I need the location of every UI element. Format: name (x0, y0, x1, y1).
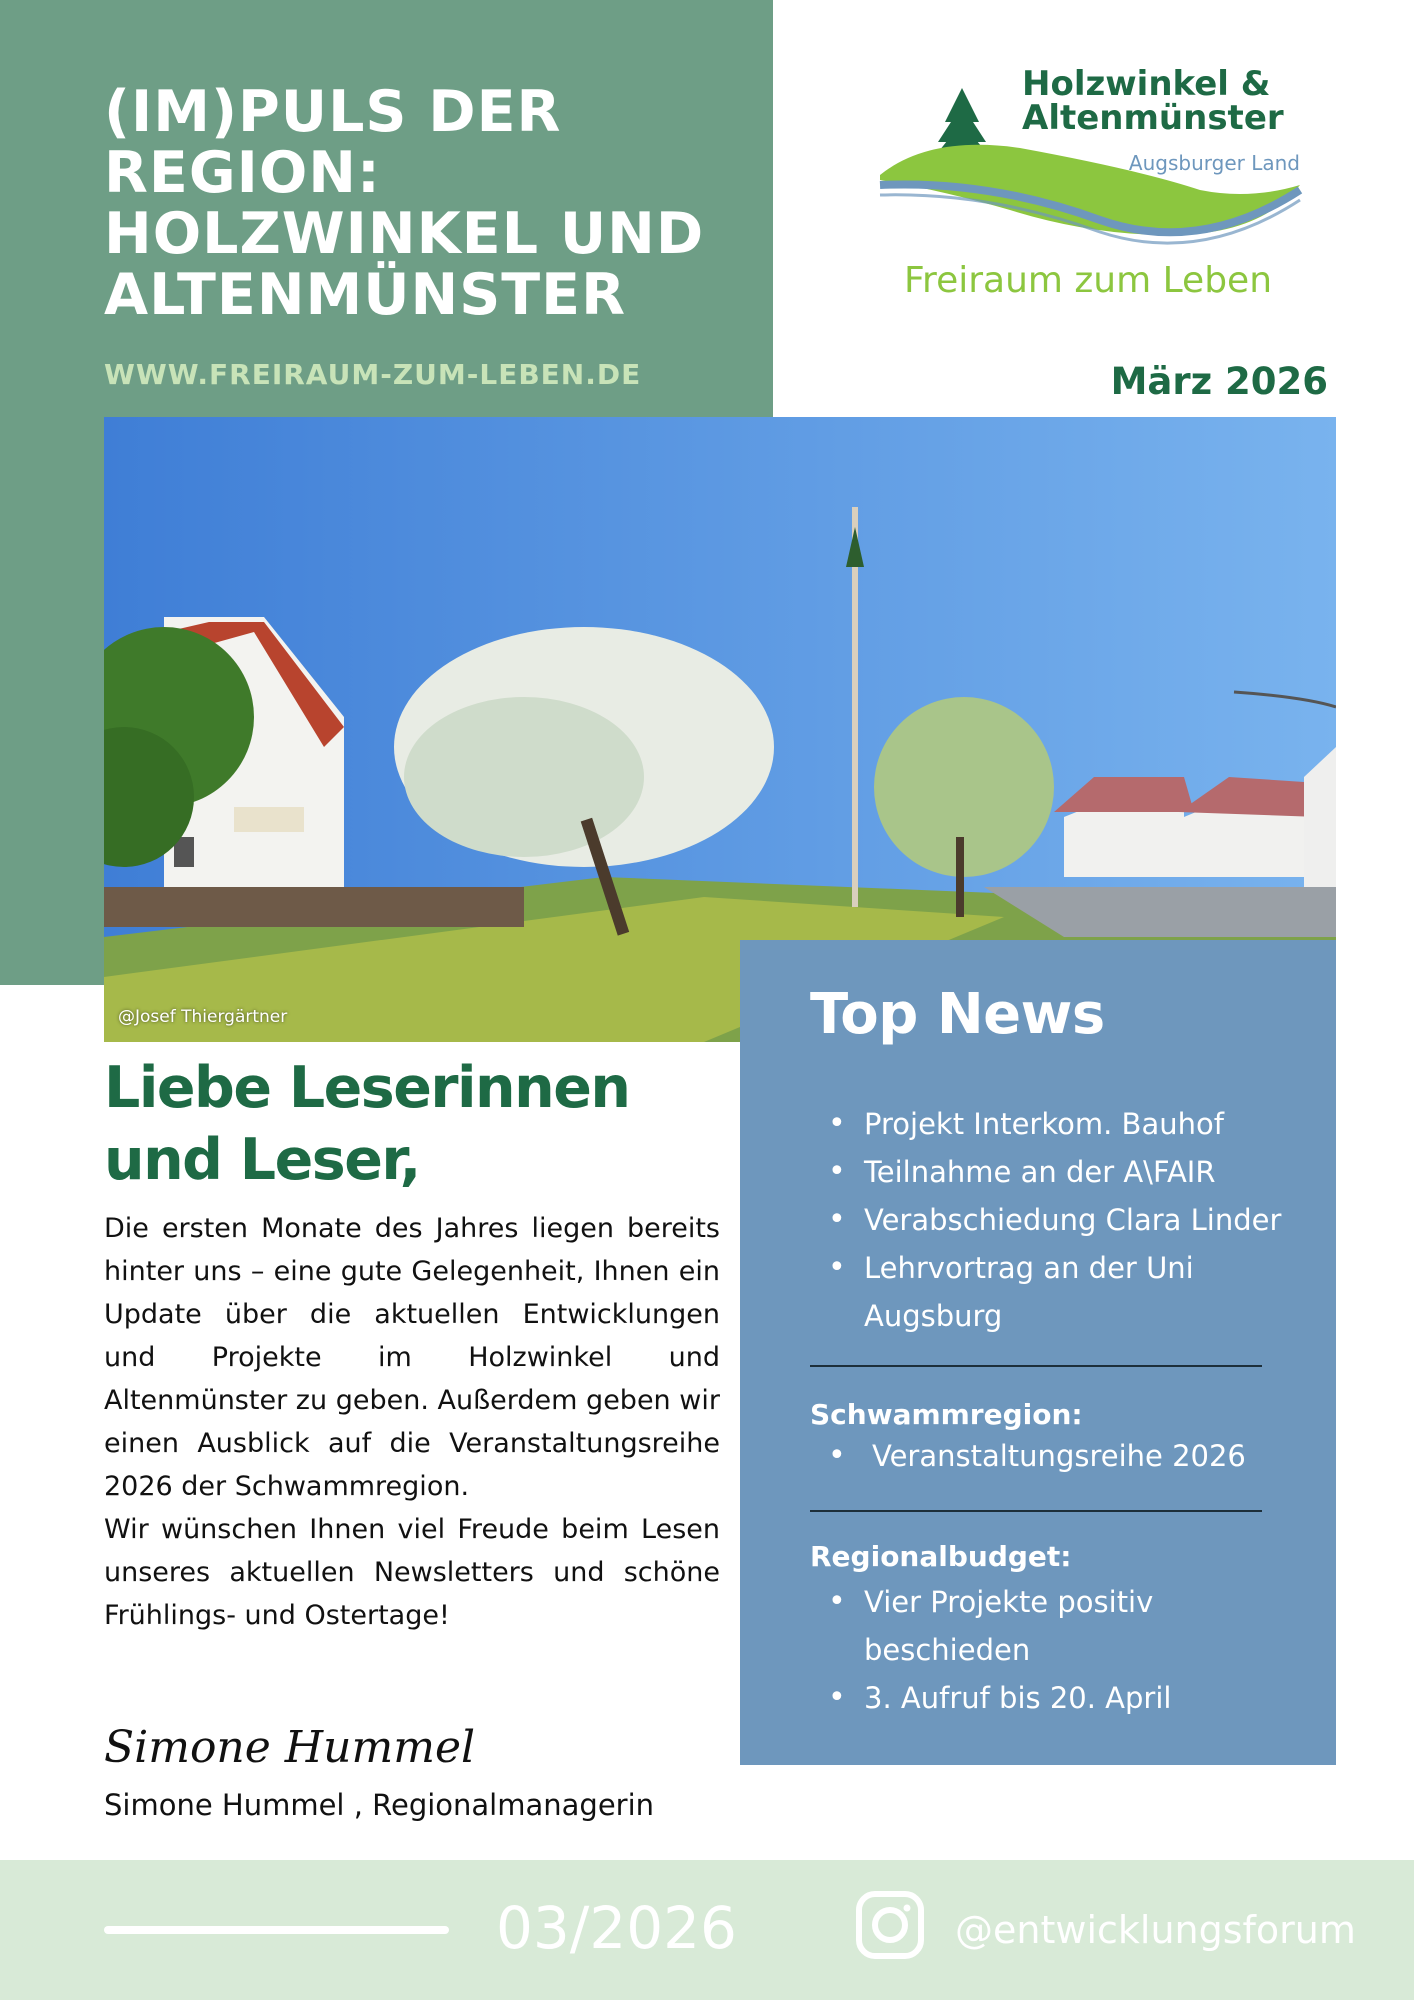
logo-line-2: Altenmünster (1022, 98, 1284, 138)
letter-body (104, 1207, 720, 1637)
footer (0, 1860, 1414, 2000)
section-divider (810, 1510, 1262, 1512)
signer-name-role: Simone Hummel , Regionalmanagerin (104, 1788, 655, 1822)
handwritten-signature: Simone Hummel (104, 1722, 476, 1773)
footer-divider (104, 1926, 449, 1934)
website-link[interactable]: WWW.FREIRAUM-ZUM-LEBEN.DE (104, 358, 642, 391)
region-logo (870, 60, 1320, 310)
issue-date: März 2026 (1110, 360, 1328, 403)
schwammregion-heading: Schwammregion: (810, 1398, 1083, 1431)
schwammregion-list (812, 1432, 1312, 1480)
regionalbudget-list (812, 1578, 1312, 1722)
list-item: • Vier Projekte positiv beschieden (812, 1578, 1312, 1674)
list-item: • 3. Aufruf bis 20. April (812, 1674, 1312, 1722)
logo-region: Augsburger Land (1128, 151, 1300, 175)
list-item: • Teilnahme an der A\FAIR (812, 1148, 1312, 1196)
list-item: • Verabschiedung Clara Linder (812, 1196, 1312, 1244)
instagram-icon[interactable] (855, 1890, 925, 1960)
list-item: • Lehrvortrag an der Uni Augsburg (812, 1244, 1312, 1340)
list-item: • Veranstaltungsreihe 2026 (812, 1432, 1312, 1480)
regionalbudget-heading: Regionalbudget: (810, 1540, 1072, 1573)
newsletter-title: (IM)PULS DER REGION: HOLZWINKEL UND ALTENMÜNSTER (104, 79, 705, 328)
logo-slogan: Freiraum zum Leben (903, 260, 1273, 301)
letter-paragraph: Die ersten Monate des Jahres liegen bereits hinter uns – eine gute Gelegenheit, Ihnen ein Update über die aktuellen Entwicklungen und Projekte im Holzwinkel und Altenmünster zu geben. Außerdem geben wir einen Ausblick auf die Veranstaltungsreihe 2026 der Schwammregion. (104, 1213, 720, 1502)
list-item: • Projekt Interkom. Bauhof (812, 1100, 1312, 1148)
photo-credit: @Josef Thiergärtner (118, 1007, 288, 1027)
issue-number: 03/2026 (496, 1894, 737, 1962)
top-news-list (812, 1100, 1312, 1340)
instagram-handle[interactable]: @entwicklungsforum (955, 1908, 1356, 1952)
letter-paragraph: Wir wünschen Ihnen viel Freude beim Lesen unseres aktuellen Newsletters und schöne Frühlings- und Ostertage! (104, 1514, 720, 1631)
logo-line-1: Holzwinkel & (1022, 64, 1271, 104)
top-news-title: Top News (810, 982, 1105, 1047)
letter-greeting: Liebe Leserinnen und Leser, (104, 1055, 630, 1193)
top-news-box (740, 940, 1336, 1765)
section-divider (810, 1365, 1262, 1367)
